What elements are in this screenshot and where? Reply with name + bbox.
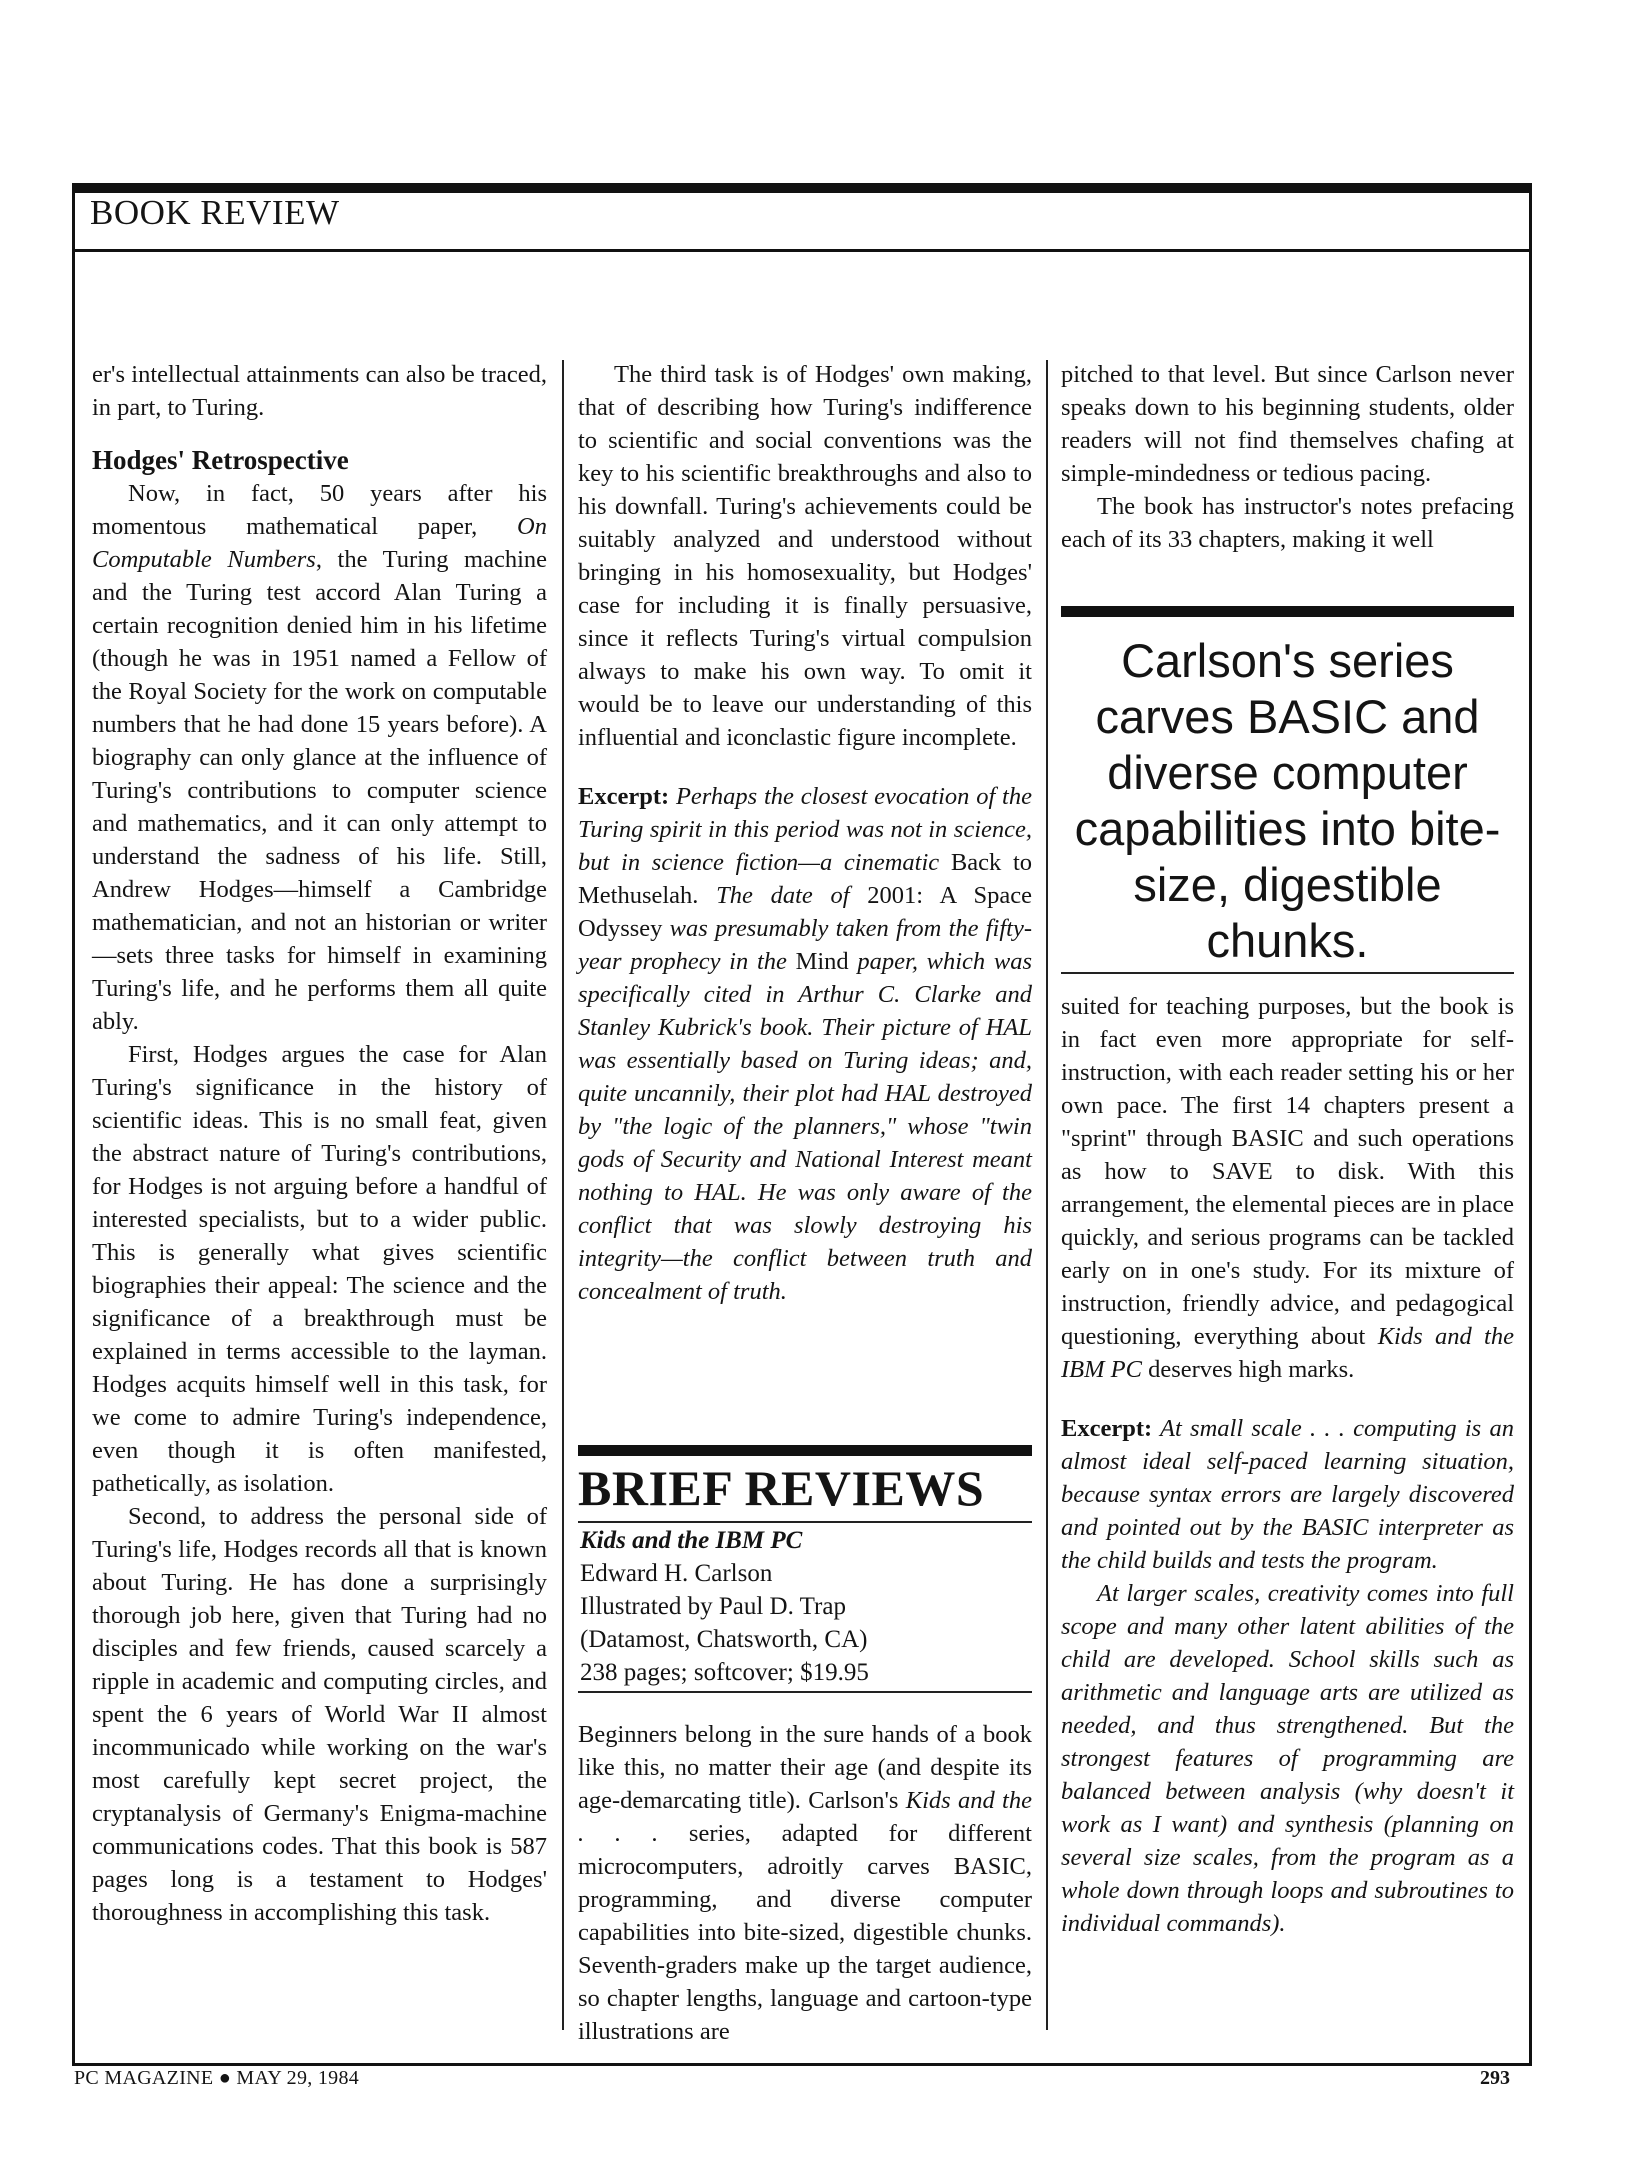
footer-publication: PC MAGAZINE ● MAY 29, 1984 (74, 2067, 360, 2089)
book-info (580, 1524, 1032, 1689)
excerpt: Excerpt: Perhaps the closest evocation of the Turing spirit in this period was not in science, but in science fiction—a cinematic Back to Methuselah. The date of 2001: A Space Odyssey was presumably taken from the fifty-year prophecy in the Mind paper, which was specifically cited in Arthur C. Clarke and Stanley Kubrick's book. Their picture of HAL was essentially based on Turing ideas; and, quite uncannily, their plot had HAL destroyed by "the logic of the planners," whose "twin gods of Security and National Interest meant nothing to HAL. He was only aware of the conflict that was slowly destroying his integrity—the conflict between truth and concealment of truth. (578, 783, 1032, 1305)
brief-review-body (578, 1718, 1032, 2048)
column-2 (578, 358, 1032, 1308)
excerpt: At larger scales, creativity comes into full scope and many other latent abilities of the child are developed. School skills such as arithmetic and language arts are utilized as needed, and thus strengthened. But the strongest features of programming are balanced between analysis (why doesn't it work as I want) and synthesis (planning on several size scales, from the program as a whole down through loops and subroutines to individual commands). (1061, 1580, 1514, 1937)
header-rule (72, 249, 1532, 252)
paragraph: pitched to that level. But since Carlson never speaks down to his beginning students, older readers will not find themselves chafing at simple-mindedness or tedious pacing. (1061, 361, 1514, 487)
pull-quote: Carlson's series carves BASIC and diverse computer capabilities into bite-size, digestible chunks. (1061, 606, 1514, 974)
excerpt-label: Excerpt: (578, 783, 670, 810)
book-title-ref: On Computable Numbers (92, 513, 547, 573)
paragraph: Second, to address the personal side of Turing's life, Hodges records all that is known about Turing. He has done a surprisingly thorough job here, given that Turing had no disciples and few friends, caused scarcely a ripple in academic and computing circles, and spent the 6 years of World War II almost incommunicado while working on the war's most carefully kept secret project, the cryptanalysis of Germany's Enigma-machine communications codes. That this book is 587 pages long is a testament to Hodges' thoroughness in accomplishing this task. (92, 1503, 547, 1926)
column-1 (92, 358, 547, 1929)
book-details: 238 pages; softcover; $19.95 (580, 1659, 869, 1686)
section-label: BOOK REVIEW (90, 193, 340, 232)
brief-rule (578, 1521, 1032, 1523)
book-title: Kids and the IBM PC (580, 1527, 803, 1554)
subheading: Hodges' Retrospective (92, 445, 349, 475)
paragraph: suited for teaching purposes, but the book is in fact even more appropriate for self-instruction, with each reader setting his or her own pace. The first 14 chapters present a "sprint" through BASIC and such operations as how to SAVE to disk. With this arrangement, the elemental pieces are in place quickly, and serious programs can be tackled early on in one's study. For its mixture of instruction, friendly advice, and pedagogical questioning, everything about Kids and the IBM PC deserves high marks. (1061, 993, 1514, 1383)
column-3-continued (1061, 990, 1514, 1940)
paragraph: Now, in fact, 50 years after his momentous mathematical paper, On Computable Numbers, the Turing machine and the Turing test accord Alan Turing a certain recognition denied him in his lifetime (though he was in 1951 named a Fellow of the Royal Society for the work on computable numbers that he had done 15 years before). A biography can only glance at the influence of Turing's contributions to computer science and mathematics, and it can only attempt to understand the sadness of his life. Still, Andrew Hodges—himself a Cambridge mathematician, and not an historian or writer—sets three tasks for himself in examining Turing's life, and he performs them all quite ably. (92, 480, 548, 1035)
book-publisher: (Datamost, Chatsworth, CA) (580, 1626, 868, 1653)
book-author: Edward H. Carlson (580, 1560, 773, 1587)
brief-reviews-title: BRIEF REVIEWS (578, 1460, 985, 1516)
top-rule (72, 183, 1532, 193)
book-illustrator: Illustrated by Paul D. Trap (580, 1593, 846, 1620)
column-divider (562, 360, 564, 2030)
page-number: 293 (1480, 2067, 1510, 2089)
brief-reviews-bar (578, 1445, 1032, 1456)
excerpt-label: Excerpt: (1061, 1415, 1153, 1442)
column-3 (1061, 358, 1514, 556)
column-divider (1046, 360, 1048, 2030)
paragraph: er's intellectual attainments can also be traced, in part, to Turing. (92, 361, 547, 421)
paragraph: Beginners belong in the sure hands of a book like this, no matter their age (and despite its age-demarcating title). Carlson's Kids and the . . . series, adapted for different microcomputers, adroitly carves BASIC, programming, and diverse computer capabilities into bite-sized, digestible chunks. Seventh-graders make up the target audience, so chapter lengths, language and cartoon-type illustrations are (578, 1721, 1032, 2045)
paragraph: The book has instructor's notes prefacing each of its 33 chapters, making it well (1061, 493, 1514, 553)
paragraph: The third task is of Hodges' own making, that of describing how Turing's indifference to scientific and social conventions was the key to his scientific breakthroughs and also to his downfall. Turing's achievements could be suitably analyzed and understood without bringing in his homosexuality, but Hodges' case for including it is finally persuasive, since it reflects Turing's virtual compulsion always to make his own way. To omit it would be to leave our understanding of this influential and iconclastic figure incomplete. (578, 361, 1032, 751)
brief-rule (578, 1691, 1032, 1693)
paragraph: First, Hodges argues the case for Alan Turing's significance in the history of scientific ideas. This is no small feat, given the abstract nature of Turing's contributions, for Hodges is not arguing before a handful of interested specialists, but to a wider public. This is generally what gives scientific biographies their appeal: The science and the significance of a breakthrough must be explained in terms accessible to the layman. Hodges acquits himself well in this task, for we come to admire Turing's independence, even though it is often manifested, pathetically, as isolation. (92, 1041, 547, 1497)
excerpt: Excerpt: At small scale . . . computing is an almost ideal self-paced learning situation, because syntax errors are largely discovered and pointed out by the BASIC interpreter as the child builds and tests the program. (1061, 1415, 1514, 1574)
